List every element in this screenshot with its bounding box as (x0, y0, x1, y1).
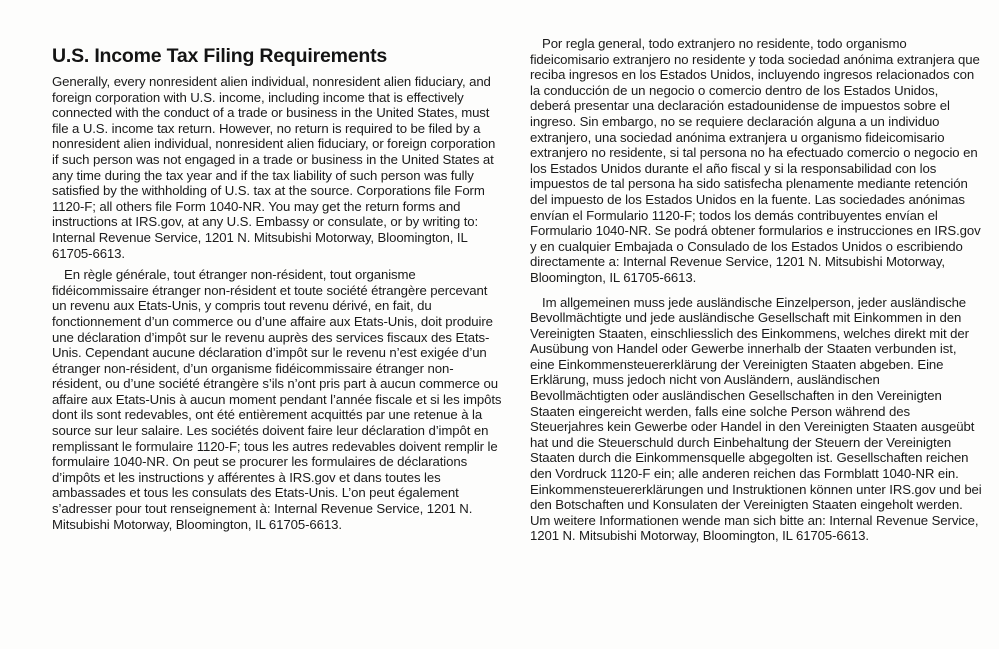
document-title: U.S. Income Tax Filing Requirements (52, 45, 388, 67)
paragraph-german: Im allgemeinen muss jede ausländische Einzelperson, jeder ausländische Bevollmächtigte und jede ausländische Gesellschaft mit Einkommen in den Vereinigten Staaten, einschliesslich des Einkommens, welches direkt mit der Ausübung von Handel oder Gewerbe innerhalb der Staaten verbunden ist, eine Einkommensteuererklärung der Vereinigten Staaten abgeben. Eine Erklärung, muss jedoch nicht von Ausländern, ausländischen Bevollmächtigten oder ausländischen Gesellschaften in den Vereinigten Staaten eingereicht werden, falls eine solche Person während des Steuerjahres kein Gewerbe oder Handel in den Vereinigten Staaten ausgeübt hat und die Steuerschuld durch Einbehaltung der Steuern der Vereinigten Staaten durch die Einkommensquelle abgegolten ist. Gesellschaften reichen den Vordruck 1120-F ein; alle anderen reichen das Formblatt 1040-NR ein. Einkommensteuererklärungen und Instruktionen können unter IRS.gov und bei den Botschaften und Konsulaten der Vereinigten Staaten eingeholt werden. Um weitere Informationen wende man sich bitte an: Internal Revenue Service, 1201 N. Mitsubishi Motorway, Bloomington, IL 61705-6613. (530, 294, 982, 544)
paragraph-french: En règle générale, tout étranger non-résident, tout organisme fidéicommissaire étranger non-résident et toute société étrangère percevant un revenu aux Etats-Unis, y compris tout revenu dérivé, en fait, du fonctionnement d’un commerce ou d’une affaire aux Etats-Unis, doit produire une déclaration d’impôt sur le revenu auprès des services fiscaux des Etats-Unis. Cependant aucune déclaration d’impôt sur le revenu n’est exigée d’un étranger non-résident, d’un organisme fidéicommissaire étranger non-résident, ou d’une société étrangère s’ils n’ont pris part à aucun commerce ou affaire aux Etats-Unis à aucun moment pendant l’année fiscale et si les impôts dont ils sont redevables, ont été entièrement acquittés par une retenue à la source sur leur salaire. Les sociétés doivent faire leur déclaration d’impôt en remplissant le formulaire 1120-F; tous les autres redevables doivent remplir le formulaire 1040-NR. On peut se procurer les formulaires de déclarations d’impôts et les instructions y afférentes à IRS.gov et dans toutes les ambassades et tous les consulats des Etats-Unis. L’on peut également s’adresser pour tout renseignement à: Internal Revenue Service, 1201 N. Mitsubishi Motorway, Bloomington, IL 61705-6613. (52, 267, 502, 532)
left-column (52, 44, 502, 538)
paragraph-english: Generally, every nonresident alien individual, nonresident alien fiduciary, and foreign corporation with U.S. income, including income that is effectively connected with the conduct of a trade or business in the United States, must file a U.S. income tax return. However, no return is required to be filed by a nonresident alien individual, nonresident alien fiduciary, or foreign corporation if such person was not engaged in a trade or business in the United States at any time during the tax year and if the tax liability of such person was fully satisfied by the withholding of U.S. tax at the source. Corporations file Form 1120-F; all others file Form 1040-NR. You may get the return forms and instructions at IRS.gov, at any U.S. Embassy or consulate, or by writing to: Internal Revenue Service, 1201 N. Mitsubishi Motorway, Bloomington, IL 61705-6613. (52, 74, 496, 261)
paragraph-spanish: Por regla general, todo extranjero no residente, todo organismo fideicomisario extranjero no residente y toda sociedad anónima extranjera que reciba ingresos en los Estados Unidos, incluyendo ingresos relacionados con la conducción de un negocio o comercio dentro de los Estados Unidos, deberá presentar una declaración estadounidense de impuestos sobre el ingreso. Sin embargo, no se requiere declaración alguna a un individuo extranjero, una sociedad anónima extranjera u organismo fideicomisario extranjero no residente, si tal persona no ha efectuado comercio o negocio en los Estados Unidos durante el año fiscal y si la responsabilidad con los impuestos de tal persona ha sido satisfecha plenamente mediante retención del impuesto de los Estados Unidos en la fuente. Las sociedades anónimas envían el Formulario 1120-F; todos los demás contribuyentes envían el Formulario 1040-NR. Se podrá obtener formularios e instrucciones en IRS.gov y en cualquier Embajada o Consulado de los Estados Unidos o escribiendo directamente a: Internal Revenue Service, 1201 N. Mitsubishi Motorway, Bloomington, IL 61705-6613. (530, 36, 981, 285)
right-column (530, 36, 982, 550)
